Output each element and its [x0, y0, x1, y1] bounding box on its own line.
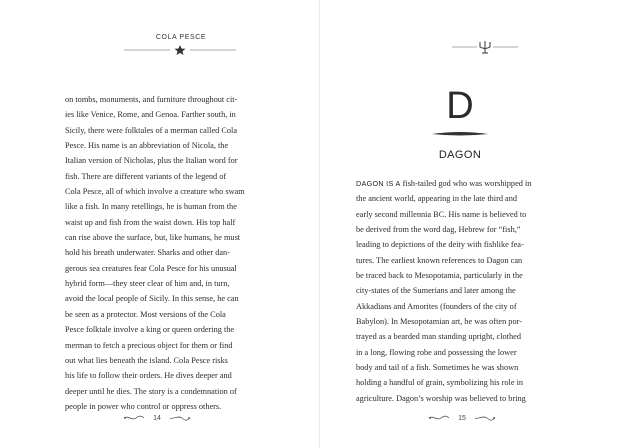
left-folio [107, 411, 207, 425]
text-line: out what lies beneath the island. Cola Pesce risks [65, 355, 228, 365]
section-letter: D [446, 85, 474, 127]
left-body-text [65, 92, 275, 414]
text-line: body and tail of a fish. Sometimes he was shown [356, 363, 519, 373]
text-line [356, 176, 561, 191]
page-number: 15 [458, 414, 466, 422]
text-line: hold his breath underwater. Sharks and other dan- [65, 248, 230, 258]
text-line: gerous sea creatures fear Cola Pesce for his unusual [65, 263, 237, 273]
text-line: Sicily, there were folktales of a merman called Cola [65, 125, 238, 135]
text-line: merman to fetch a precious object for them or find [65, 340, 233, 350]
text-line: people in power who control or oppress others. [65, 401, 222, 411]
right-body-text [356, 176, 561, 406]
text-line: Cola Pesce, all of which involve a creature who swam [65, 187, 245, 197]
text-line: Pesce folktale involve a king or queen ordering the [65, 325, 235, 335]
text-line: on tombs, monuments, and furniture throughout cit- [65, 95, 238, 104]
text-line: be seen as a protector. Most versions of the Cola [65, 309, 226, 319]
text-line: Italian version of Nicholas, plus the Italian word for [65, 156, 238, 166]
text-line: fish. There are different variants of the legend of [65, 171, 227, 181]
entry-title: DAGON [438, 149, 482, 161]
text-line: in a long, flowing robe and possessing the lower [356, 347, 517, 357]
text-line: early second millennia BC. His name is believed to [356, 209, 527, 219]
text-line: tures. The earliest known references to Dagon can [356, 255, 523, 265]
star-flourish-icon [120, 44, 240, 56]
running-head: COLA PESCE [155, 34, 207, 41]
scroll-flourish-icon [428, 414, 450, 422]
text-line: Pesce. His name is an abbreviation of Nicola, the [65, 141, 229, 151]
text-line: trayed as a bearded man standing upright, clothed [356, 332, 521, 342]
text-line: can rise above the surface, but, like humans, he must [65, 233, 241, 243]
text-line: leading to depictions of the deity with fishlike fea- [356, 240, 524, 250]
first-line-rest: fish-tailed god who was worshipped in [400, 179, 532, 188]
page-number: 14 [153, 414, 161, 422]
text-line: city-states of the Sumerians and later among the [356, 286, 516, 296]
text-line: his life to follow their orders. He dives deeper and [65, 371, 232, 381]
text-line: deeper until he dies. The story is a condemnation of [65, 386, 237, 396]
text-line: hybrid form—they steer clear of him and, in turn, [65, 279, 230, 289]
flourish-rule-icon [430, 130, 490, 138]
text-line: waist up and fish from the waist down. His top half [65, 217, 236, 227]
trident-flourish-icon [450, 40, 520, 54]
text-line: Babylon). In Mesopotamian art, he was often por- [356, 317, 522, 327]
scroll-flourish-icon [123, 414, 145, 422]
text-line: holding a handful of grain, symbolizing his role in [356, 378, 524, 388]
text-line: Akkadians and Amorites (founders of the city of [356, 301, 517, 311]
text-line: be derived from the word dag, Hebrew for “fish,” [356, 225, 521, 235]
scroll-flourish-icon [169, 414, 191, 422]
text-line: agriculture. Dagon’s worship was believed to bring [356, 393, 526, 403]
text-line: like a fish. In many retellings, he is human from the [65, 202, 237, 212]
scroll-flourish-icon [474, 414, 496, 422]
text-line: be traced back to Mesopotamia, particularly in the [356, 271, 523, 281]
text-line: ies like Venice, Rome, and Genoa. Farther south, in [65, 110, 236, 120]
right-folio [412, 411, 512, 425]
lead-in: DAGON IS A [356, 179, 401, 188]
text-line: avoid the local people of Sicily. In this sense, he can [65, 294, 239, 304]
text-line: the ancient world, appearing in the late third and [356, 194, 518, 204]
